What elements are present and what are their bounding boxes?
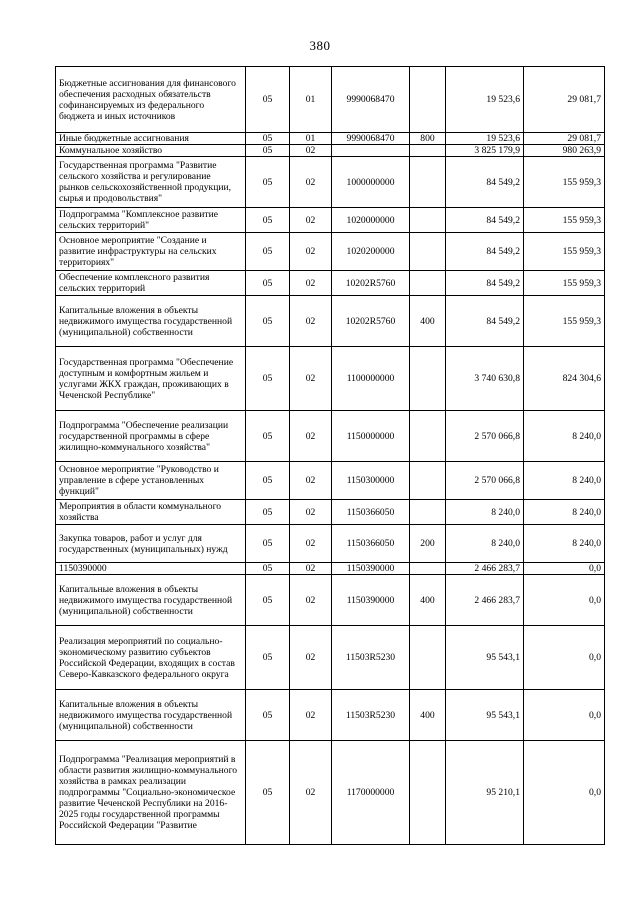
- row-name: Подпрограмма "Комплексное развитие сельских территорий": [56, 208, 246, 233]
- row-section: 05: [246, 690, 290, 741]
- row-section: 05: [246, 347, 290, 411]
- row-target-code: 1150366050: [332, 525, 410, 563]
- row-subsection: 02: [290, 296, 332, 347]
- row-subsection: 02: [290, 626, 332, 690]
- row-expense-type: [410, 67, 446, 133]
- table-row: [56, 233, 605, 271]
- row-subsection: 02: [290, 233, 332, 271]
- table-row: [56, 208, 605, 233]
- row-section: 05: [246, 462, 290, 500]
- row-subsection: 02: [290, 411, 332, 462]
- row-name: Государственная программа "Обеспечение доступным и комфортным жильем и услугами ЖКХ граждан, проживающих в Чеченской Республике": [56, 347, 246, 411]
- row-amount-year1: 19 523,6: [446, 67, 524, 133]
- row-name: Мероприятия в области коммунального хозяйства: [56, 500, 246, 525]
- row-amount-year1: 3 740 630,8: [446, 347, 524, 411]
- table-row: [56, 462, 605, 500]
- row-section: 05: [246, 67, 290, 133]
- table-row: [56, 626, 605, 690]
- row-expense-type: 800: [410, 133, 446, 145]
- row-name: Капитальные вложения в объекты недвижимого имущества государственной (муниципальной) собственности: [56, 296, 246, 347]
- row-target-code: 9990068470: [332, 133, 410, 145]
- row-name: Обеспечение комплексного развития сельских территорий: [56, 271, 246, 296]
- page-number: 380: [309, 38, 331, 53]
- row-amount-year1: 84 549,2: [446, 208, 524, 233]
- row-subsection: 01: [290, 67, 332, 133]
- row-name: Коммунальное хозяйство: [56, 145, 246, 157]
- table-row: [56, 690, 605, 741]
- row-amount-year2: 0,0: [524, 690, 605, 741]
- table-row: [56, 133, 605, 145]
- row-amount-year2: 0,0: [524, 741, 605, 845]
- row-target-code: [332, 145, 410, 157]
- row-amount-year1: 19 523,6: [446, 133, 524, 145]
- row-section: 05: [246, 626, 290, 690]
- row-name: Капитальные вложения в объекты недвижимого имущества государственной (муниципальной) собственности: [56, 575, 246, 626]
- table-row: [56, 500, 605, 525]
- row-name: Подпрограмма "Реализация мероприятий в области развития жилищно-коммунального хозяйства в рамках реализации подпрограммы "Социально-экономическое развитие Чеченской Республики на 2016-2025 годы государственной программы Российской Федерации "Развитие: [56, 741, 246, 845]
- row-amount-year2: 0,0: [524, 626, 605, 690]
- row-section: 05: [246, 233, 290, 271]
- budget-table-body: [56, 67, 605, 845]
- row-amount-year2: 824 304,6: [524, 347, 605, 411]
- table-row: [56, 741, 605, 845]
- table-row: [56, 525, 605, 563]
- row-amount-year1: 8 240,0: [446, 525, 524, 563]
- row-target-code: 1020200000: [332, 233, 410, 271]
- row-section: 05: [246, 208, 290, 233]
- row-amount-year2: 155 959,3: [524, 208, 605, 233]
- row-amount-year2: 0,0: [524, 563, 605, 575]
- row-amount-year2: 8 240,0: [524, 525, 605, 563]
- row-section: 05: [246, 145, 290, 157]
- row-amount-year2: 29 081,7: [524, 67, 605, 133]
- row-name: Государственная программа "Развитие сельского хозяйства и регулирование рынков сельскохозяйственной продукции, сырья и продовольствия": [56, 157, 246, 208]
- row-subsection: 02: [290, 208, 332, 233]
- row-target-code: 1150390000: [332, 563, 410, 575]
- row-subsection: 02: [290, 525, 332, 563]
- table-row: [56, 271, 605, 296]
- row-expense-type: [410, 347, 446, 411]
- row-amount-year1: 95 543,1: [446, 690, 524, 741]
- row-section: 05: [246, 411, 290, 462]
- row-target-code: 1020000000: [332, 208, 410, 233]
- row-amount-year1: 84 549,2: [446, 296, 524, 347]
- table-row: [56, 145, 605, 157]
- row-subsection: 02: [290, 157, 332, 208]
- row-section: 05: [246, 296, 290, 347]
- row-target-code: 1150300000: [332, 462, 410, 500]
- row-subsection: 02: [290, 347, 332, 411]
- table-row: [56, 67, 605, 133]
- row-subsection: 02: [290, 462, 332, 500]
- row-expense-type: [410, 563, 446, 575]
- row-target-code: 9990068470: [332, 67, 410, 133]
- row-amount-year2: 155 959,3: [524, 157, 605, 208]
- row-name: Основное мероприятие "Руководство и управление в сфере установленных функций": [56, 462, 246, 500]
- table-row: [56, 157, 605, 208]
- row-section: 05: [246, 525, 290, 563]
- row-expense-type: [410, 626, 446, 690]
- row-name: Реализация мероприятий по социально-экономическому развитию субъектов Российской Федерации, входящих в состав Северо-Кавказского федерального округа: [56, 626, 246, 690]
- row-name: Основное мероприятие "Создание и развитие инфраструктуры на сельских территориях": [56, 233, 246, 271]
- row-amount-year2: 980 263,9: [524, 145, 605, 157]
- row-target-code: 1150366050: [332, 500, 410, 525]
- row-name: Подпрограмма "Обеспечение реализации государственной программы в сфере жилищно-коммунального хозяйства": [56, 411, 246, 462]
- row-expense-type: [410, 271, 446, 296]
- row-expense-type: [410, 157, 446, 208]
- row-subsection: 01: [290, 133, 332, 145]
- row-amount-year2: 0,0: [524, 575, 605, 626]
- row-section: 05: [246, 563, 290, 575]
- row-target-code: 1150000000: [332, 411, 410, 462]
- row-amount-year1: 95 543,1: [446, 626, 524, 690]
- row-subsection: 02: [290, 271, 332, 296]
- row-section: 05: [246, 157, 290, 208]
- row-section: 05: [246, 500, 290, 525]
- row-target-code: 1000000000: [332, 157, 410, 208]
- row-expense-type: [410, 145, 446, 157]
- row-expense-type: 200: [410, 525, 446, 563]
- row-expense-type: [410, 411, 446, 462]
- row-amount-year1: 3 825 179,9: [446, 145, 524, 157]
- row-target-code: 1170000000: [332, 741, 410, 845]
- table-row: [56, 563, 605, 575]
- row-amount-year1: 2 570 066,8: [446, 462, 524, 500]
- row-name: Иные бюджетные ассигнования: [56, 133, 246, 145]
- table-row: [56, 575, 605, 626]
- row-expense-type: [410, 208, 446, 233]
- row-amount-year1: 2 466 283,7: [446, 575, 524, 626]
- row-amount-year2: 155 959,3: [524, 296, 605, 347]
- row-expense-type: [410, 741, 446, 845]
- row-amount-year2: 155 959,3: [524, 233, 605, 271]
- budget-table: [55, 66, 605, 845]
- row-name: Закупка товаров, работ и услуг для государственных (муниципальных) нужд: [56, 525, 246, 563]
- row-amount-year2: 8 240,0: [524, 411, 605, 462]
- row-amount-year2: 155 959,3: [524, 271, 605, 296]
- row-name: Бюджетные ассигнования для финансового обеспечения расходных обязательств софинансируемых из федерального бюджета и иных источников: [56, 67, 246, 133]
- row-target-code: 10202R5760: [332, 271, 410, 296]
- row-expense-type: 400: [410, 690, 446, 741]
- row-target-code: 11503R5230: [332, 690, 410, 741]
- row-amount-year1: 2 466 283,7: [446, 563, 524, 575]
- table-row: [56, 411, 605, 462]
- row-amount-year1: 84 549,2: [446, 157, 524, 208]
- row-amount-year1: 84 549,2: [446, 271, 524, 296]
- row-section: 05: [246, 741, 290, 845]
- row-target-code: 10202R5760: [332, 296, 410, 347]
- row-expense-type: 400: [410, 296, 446, 347]
- row-name: 1150390000: [56, 563, 246, 575]
- row-subsection: 02: [290, 563, 332, 575]
- row-target-code: 1100000000: [332, 347, 410, 411]
- table-row: [56, 347, 605, 411]
- row-expense-type: [410, 233, 446, 271]
- row-section: 05: [246, 271, 290, 296]
- row-subsection: 02: [290, 500, 332, 525]
- row-subsection: 02: [290, 145, 332, 157]
- row-subsection: 02: [290, 741, 332, 845]
- row-target-code: 1150390000: [332, 575, 410, 626]
- row-subsection: 02: [290, 690, 332, 741]
- row-amount-year1: 2 570 066,8: [446, 411, 524, 462]
- row-target-code: 11503R5230: [332, 626, 410, 690]
- row-subsection: 02: [290, 575, 332, 626]
- row-amount-year2: 8 240,0: [524, 500, 605, 525]
- table-row: [56, 296, 605, 347]
- row-expense-type: [410, 462, 446, 500]
- row-expense-type: [410, 500, 446, 525]
- row-amount-year1: 8 240,0: [446, 500, 524, 525]
- row-amount-year1: 95 210,1: [446, 741, 524, 845]
- row-name: Капитальные вложения в объекты недвижимого имущества государственной (муниципальной) собственности: [56, 690, 246, 741]
- row-expense-type: 400: [410, 575, 446, 626]
- row-amount-year1: 84 549,2: [446, 233, 524, 271]
- row-amount-year2: 29 081,7: [524, 133, 605, 145]
- row-amount-year2: 8 240,0: [524, 462, 605, 500]
- row-section: 05: [246, 133, 290, 145]
- row-section: 05: [246, 575, 290, 626]
